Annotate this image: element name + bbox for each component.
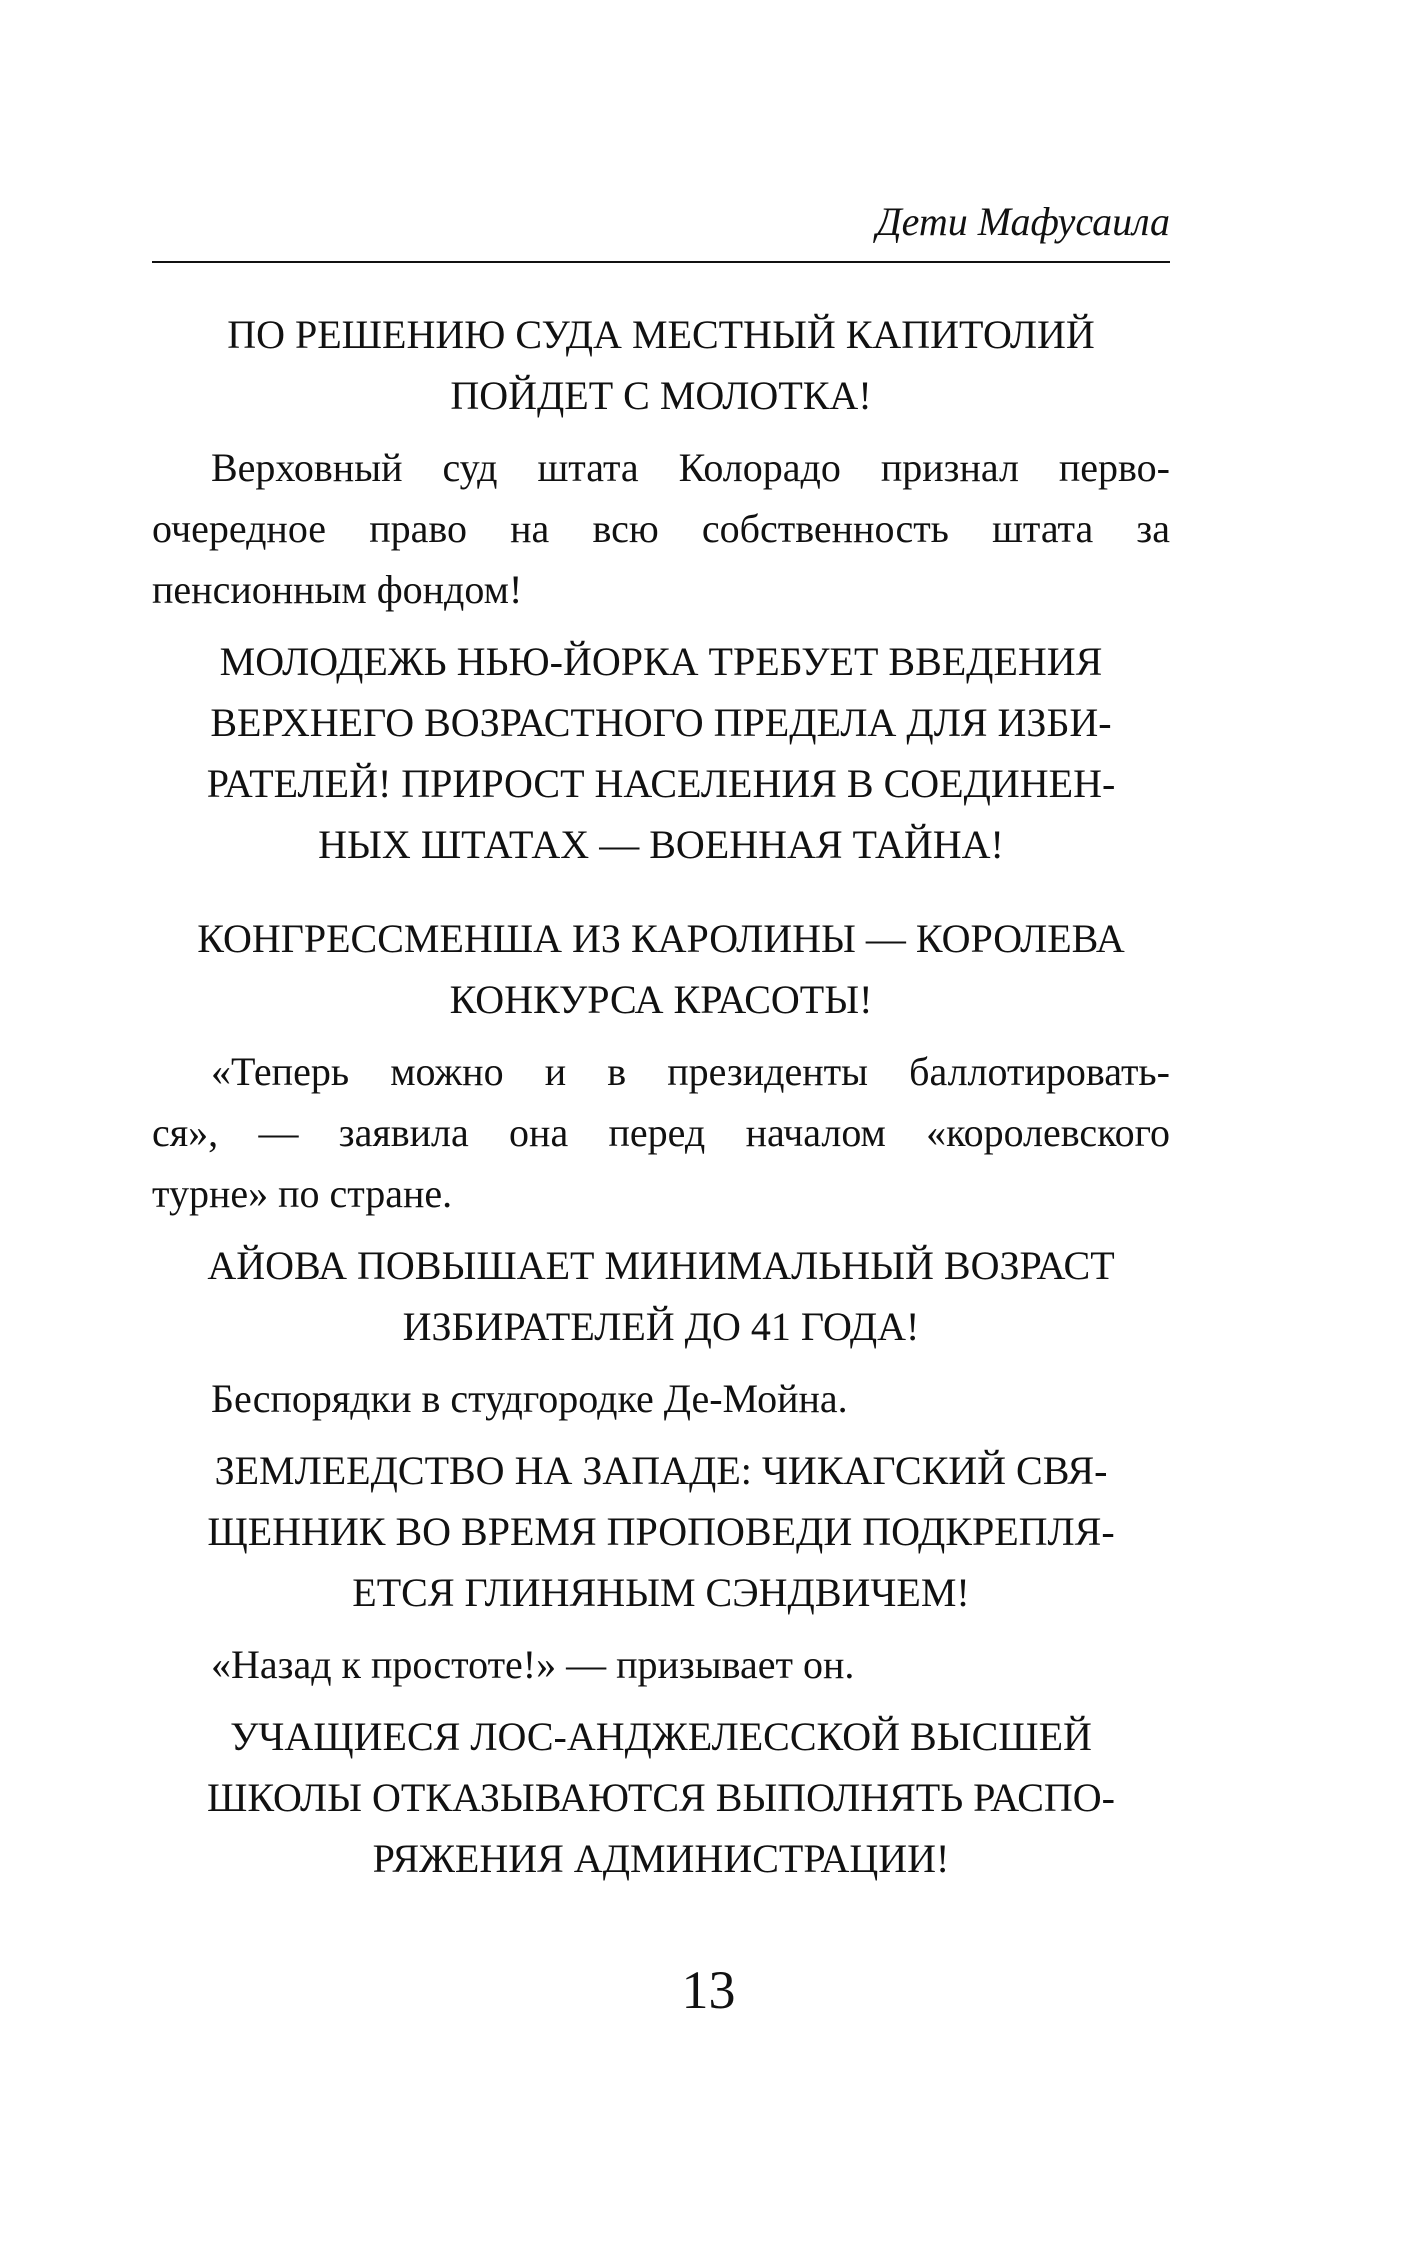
paragraph-line: Беспорядки в студгородке Де-Мойна. bbox=[211, 1376, 848, 1421]
paragraph bbox=[152, 1368, 1170, 1429]
headline-line: АЙОВА ПОВЫШАЕТ МИНИМАЛЬНЫЙ ВОЗРАСТ bbox=[207, 1243, 1115, 1288]
paragraph bbox=[152, 437, 1170, 620]
paragraph-line: «Назад к простоте!» — призывает он. bbox=[211, 1642, 855, 1687]
headline bbox=[152, 1440, 1170, 1623]
headline-line: ЕТСЯ ГЛИНЯНЫМ СЭНДВИЧЕМ! bbox=[352, 1570, 970, 1615]
headline bbox=[152, 631, 1170, 875]
headline-line: МОЛОДЕЖЬ НЬЮ-ЙОРКА ТРЕБУЕТ ВВЕДЕНИЯ bbox=[219, 639, 1103, 684]
headline-line: КОНКУРСА КРАСОТЫ! bbox=[449, 977, 873, 1022]
headline-line: ЗЕМЛЕЕДСТВО НА ЗАПАДЕ: ЧИКАГСКИЙ СВЯ- bbox=[214, 1448, 1108, 1493]
headline-line: РАТЕЛЕЙ! ПРИРОСТ НАСЕЛЕНИЯ В СОЕДИНЕН- bbox=[206, 761, 1116, 806]
headline-line: КОНГРЕССМЕНША ИЗ КАРОЛИНЫ — КОРОЛЕВА bbox=[197, 916, 1125, 961]
headline bbox=[152, 304, 1170, 426]
headline bbox=[152, 1706, 1170, 1889]
page-number: 13 bbox=[681, 1960, 736, 2020]
headline-line: ПО РЕШЕНИЮ СУДА МЕСТНЫЙ КАПИТОЛИЙ bbox=[227, 312, 1095, 357]
headline-line: ИЗБИРАТЕЛЕЙ ДО 41 ГОДА! bbox=[402, 1304, 920, 1349]
headline bbox=[152, 908, 1170, 1030]
headline-line: ЩЕННИК ВО ВРЕМЯ ПРОПОВЕДИ ПОДКРЕПЛЯ- bbox=[207, 1509, 1115, 1554]
paragraph bbox=[152, 1634, 1170, 1695]
headline-line: РЯЖЕНИЯ АДМИНИСТРАЦИИ! bbox=[372, 1836, 950, 1881]
headline-line: ПОЙДЕТ С МОЛОТКА! bbox=[450, 373, 872, 418]
running-head: Дети Мафусаила bbox=[876, 199, 1170, 244]
paragraph-line: очередное право на всю собственность штата за bbox=[152, 506, 1170, 551]
headline-line: НЫХ ШТАТАХ — ВОЕННАЯ ТАЙНА! bbox=[318, 822, 1004, 867]
page-body bbox=[152, 304, 1170, 1889]
headline-line: ШКОЛЫ ОТКАЗЫВАЮТСЯ ВЫПОЛНЯТЬ РАСПО- bbox=[207, 1775, 1115, 1820]
paragraph-line: «Теперь можно и в президенты баллотировать- bbox=[211, 1049, 1170, 1094]
paragraph-line: пенсионным фондом! bbox=[152, 567, 523, 612]
paragraph-line: турне» по стране. bbox=[152, 1171, 453, 1216]
paragraph-line: ся», — заявила она перед началом «королевского bbox=[152, 1110, 1170, 1155]
headline bbox=[152, 1235, 1170, 1357]
paragraph bbox=[152, 1041, 1170, 1224]
headline-line: УЧАЩИЕСЯ ЛОС-АНДЖЕЛЕССКОЙ ВЫСШЕЙ bbox=[230, 1714, 1092, 1759]
header-rule bbox=[152, 261, 1170, 263]
paragraph-line: Верховный суд штата Колорадо признал перво- bbox=[211, 445, 1170, 490]
headline-line: ВЕРХНЕГО ВОЗРАСТНОГО ПРЕДЕЛА ДЛЯ ИЗБИ- bbox=[210, 700, 1112, 745]
